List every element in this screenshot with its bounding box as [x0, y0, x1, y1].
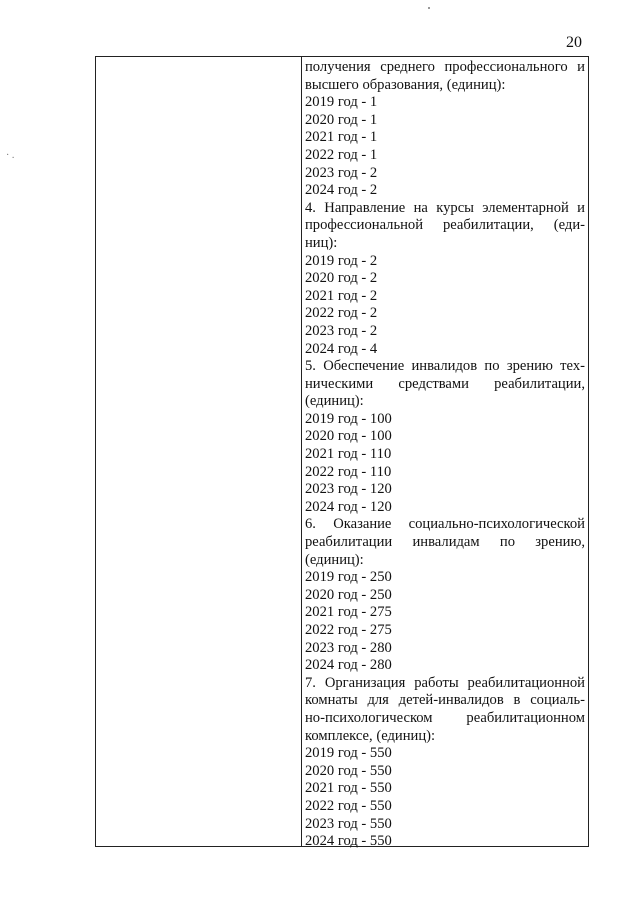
table-text-line: получения среднего профессионального и [305, 59, 585, 75]
table-right-cell [302, 57, 588, 850]
table-text-line: 6. Оказание социально-психологической [305, 516, 585, 533]
document-table [95, 56, 589, 850]
table-text-line: 4. Направление на курсы элементарной и [305, 199, 585, 216]
table-text-line: но-психологическом реабилитационном [305, 709, 585, 726]
table-text-line: 2024 год - 550 [305, 833, 392, 850]
table-text-line: 2021 год - 2 [305, 287, 378, 304]
table-text-line: 2021 год - 1 [305, 129, 378, 146]
table-text-line: реабилитации инвалидам по зрению, [305, 534, 585, 551]
table-text-line: 2023 год - 280 [305, 639, 392, 656]
table-text-line: 2022 год - 1 [305, 146, 378, 163]
table-text-line: 2022 год - 550 [305, 797, 392, 814]
table-left-cell [96, 57, 302, 846]
table-text-line: ническими средствами реабилитации, [305, 375, 585, 392]
page-number: 20 [566, 34, 582, 51]
table-text-line: 2023 год - 2 [305, 164, 378, 181]
table-text-line: высшего образования, (единиц): [305, 76, 506, 93]
table-text-line: 2020 год - 100 [305, 428, 392, 445]
table-text-line: 2023 год - 120 [305, 481, 392, 498]
table-text-line: 2023 год - 2 [305, 322, 378, 339]
table-text-line: 2021 год - 550 [305, 780, 392, 797]
table-text-line: 2019 год - 550 [305, 745, 392, 762]
table-text-line: 2023 год - 550 [305, 815, 392, 832]
table-text-line: 2019 год - 100 [305, 410, 392, 427]
table-text-line: 2022 год - 110 [305, 463, 392, 480]
table-text-line: 2021 год - 110 [305, 446, 392, 463]
table-text-line: комнаты для детей-инвалидов в социаль- [305, 692, 585, 709]
table-text-line: ниц): [305, 234, 338, 251]
table-text-line: 5. Обеспечение инвалидов по зрению тех- [305, 358, 585, 375]
scan-dot [428, 7, 430, 9]
table-text-line: 2024 год - 120 [305, 498, 392, 515]
table-text-line: 2024 год - 2 [305, 182, 378, 199]
table-text-line: 2024 год - 280 [305, 657, 392, 674]
table-text-line: 2020 год - 2 [305, 270, 378, 287]
table-text-line: 2019 год - 2 [305, 252, 378, 269]
table-text-line: 2020 год - 1 [305, 111, 378, 128]
table-text-line: 2020 год - 250 [305, 586, 392, 603]
table-text-line: 2022 год - 2 [305, 305, 378, 322]
table-text-line: 7. Организация работы реабилитационной [305, 674, 585, 691]
table-text-line: комплексе, (единиц): [305, 727, 436, 744]
scan-stray-mark: · . [6, 150, 15, 161]
table-text-line: 2019 год - 1 [305, 94, 378, 111]
table-text-line: 2020 год - 550 [305, 762, 392, 779]
table-text-line: 2024 год - 4 [305, 340, 378, 357]
table-text-line: (единиц): [305, 393, 364, 410]
table-text-line: профессиональной реабилитации, (еди- [305, 217, 585, 234]
table-text-line: (единиц): [305, 551, 364, 568]
table-text-line: 2021 год - 275 [305, 604, 392, 621]
table-text-line: 2022 год - 275 [305, 622, 392, 638]
table-text-line: 2019 год - 250 [305, 569, 392, 586]
